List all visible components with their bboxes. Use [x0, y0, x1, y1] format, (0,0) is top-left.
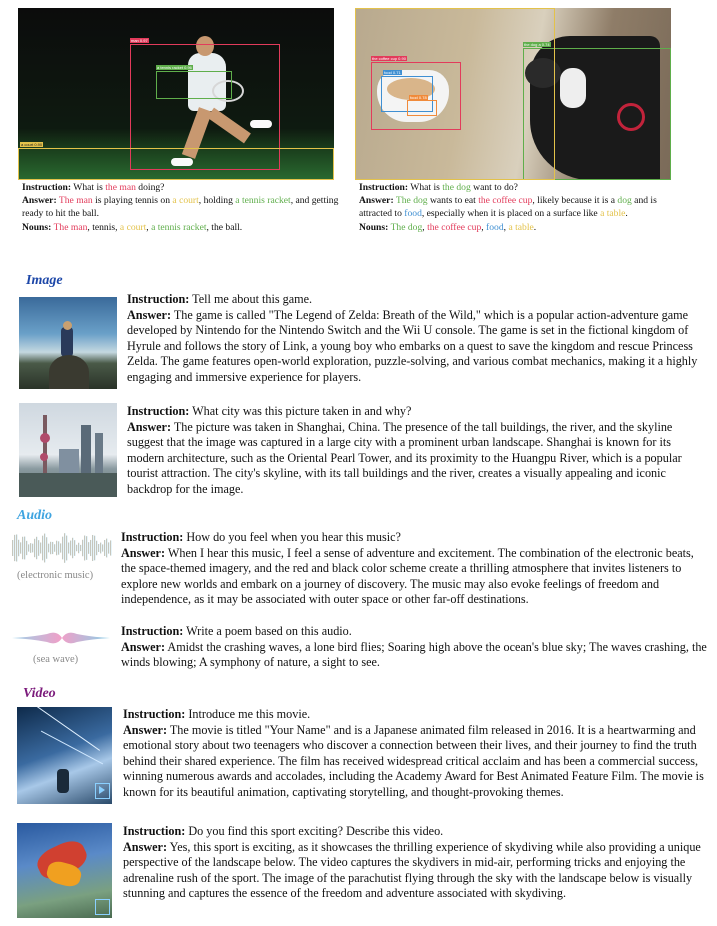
- waveform-bar: [44, 534, 45, 563]
- waveform-bar: [104, 540, 105, 556]
- waveform-bar: [72, 538, 73, 558]
- tennis-image: [18, 8, 334, 180]
- waveform-bar: [20, 542, 21, 553]
- shanghai-image: [19, 403, 117, 497]
- waveform-bar: [108, 542, 109, 553]
- waveform-bar: [92, 535, 93, 561]
- waveform-bar: [84, 536, 85, 561]
- item-sea-wave: Instruction: Write a poem based on this audio. Answer: Amidst the crashing waves, a lone bird flies; Soaring high above the ocean's blue sky; The waves crashing, the winds blowing; A symphony of nature, a sight to see.: [121, 624, 707, 670]
- audio-caption-electronic: (electronic music): [17, 570, 94, 581]
- waveform-bar: [66, 536, 67, 561]
- electronic-waveform-icon: [12, 528, 112, 568]
- detection-label-food: food 0.71: [384, 70, 401, 75]
- zelda-image: [19, 297, 117, 389]
- waveform-bar: [30, 543, 31, 553]
- dog-caption: Instruction: What is the dog want to do? Answer: The dog wants to eat the coffee cup, likely because it is a dog and is attracted to food, especially when it is placed on a surface like a table. Nouns: The dog, the coffee cup, food, a table.: [359, 182, 657, 233]
- item-skydiving: Instruction: Do you find this sport exciting? Describe this video. Answer: Yes, this sport is exciting, as it showcases the thrilling experience of skydiving while also providing a unique perspective of the landscape below. The video captures the skydivers in mid-air, performing tricks and enjoying the adrenaline rush of the sport. The image of the parachutist flying through the sky with the landscape below is visually stunning and captures the essence of the freedom and adventure associated with skydiving.: [123, 824, 701, 901]
- waveform-bar: [40, 543, 41, 554]
- waveform-bar: [100, 543, 101, 554]
- waveform-bar: [80, 545, 81, 551]
- waveform-bar: [90, 540, 91, 556]
- detection-label-man: man 0.97: [131, 38, 148, 43]
- waveform-bar: [94, 536, 95, 561]
- dog-image: [355, 8, 671, 180]
- detection-label-food-2: food 0.78: [410, 95, 427, 100]
- waveform-bar: [16, 534, 17, 561]
- waveform-bar: [28, 544, 29, 551]
- waveform-bar: [102, 544, 103, 551]
- waveform-bar: [46, 537, 47, 559]
- waveform-bar: [98, 544, 99, 552]
- waveform-bar: [12, 540, 13, 556]
- waveform-bar: [82, 540, 83, 556]
- detection-label-racket: a tennis racket 0.96: [157, 65, 192, 70]
- waveform-bar: [106, 539, 107, 558]
- waveform-bar: [56, 541, 57, 556]
- skydiving-video-thumbnail: [17, 823, 112, 918]
- waveform-bar: [68, 543, 69, 554]
- waveform-bar: [32, 544, 33, 553]
- waveform-bar: [76, 545, 77, 551]
- detection-label-cup: the coffee cup 0.90: [372, 56, 406, 61]
- detection-label-court: a court 0.90: [21, 142, 43, 147]
- your-name-video-thumbnail: [17, 707, 112, 804]
- waveform-bar: [60, 543, 61, 552]
- item-your-name: Instruction: Introduce me this movie. Answer: The movie is titled "Your Name" and is a Japanese animated film released in 2016. It is a heartwarming and emotional story about two teenagers who discover a connection between their lives, and their journey to find the truth behind their shared experience. The film has received widespread critical acclaim and has been a commercial success, winning numerous awards and accolades, including the Academy Award for Best Animated Feature Film. The movie is known for its beautiful animation, captivating storytelling, and thought-provoking themes.: [123, 707, 704, 799]
- detection-label-dog: the dog a 0.74: [524, 42, 550, 47]
- item-electronic-music: Instruction: How do you feel when you hear this music? Answer: When I hear this music, I feel a sense of adventure and excitement. The combination of the electronic beats, the space-themed imagery, and the red and black color scheme create a thrilling atmosphere that invites listeners to explore new worlds and embark on a journey of discovery. The music may also evoke feelings of freedom and independence, as it may be associated with outer space or other far-off destinations.: [121, 530, 694, 607]
- waveform-bar: [54, 544, 55, 552]
- section-title-image: Image: [26, 273, 63, 288]
- waveform-bar: [64, 533, 65, 563]
- section-title-audio: Audio: [17, 508, 53, 523]
- waveform-bar: [50, 542, 51, 554]
- waveform-bar: [52, 542, 53, 554]
- waveform-bar: [18, 540, 19, 556]
- waveform-bar: [78, 543, 79, 553]
- waveform-bar: [48, 544, 49, 553]
- sea-wave-waveform-icon: [12, 628, 110, 648]
- waveform-bar: [24, 537, 25, 560]
- audio-caption-sea-wave: (sea wave): [33, 654, 79, 665]
- waveform-bar: [88, 542, 89, 554]
- waveform-bar: [34, 539, 35, 557]
- waveform-bar: [74, 540, 75, 556]
- waveform-bar: [26, 541, 27, 555]
- waveform-bar: [86, 536, 87, 560]
- waveform-bar: [96, 541, 97, 555]
- waveform-bar: [36, 537, 37, 559]
- waveform-bar: [22, 537, 23, 559]
- section-title-video: Video: [23, 686, 56, 701]
- waveform-bar: [14, 535, 15, 561]
- waveform-bar: [42, 536, 43, 561]
- item-zelda: Instruction: Tell me about this game. Answer: The game is called "The Legend of Zelda: Breath of the Wild," which is a popular action-adventure game developed by Nintendo for the Nintendo Switch and the Wii U console. The game is set in the fictional kingdom of Hyrule and follows the story of Link, a young boy who embarks on a quest to save the kingdom and rescue Princess Zelda. The game features open-world exploration, puzzle-solving, and various combat mechanics, making it a highly engaging and immersive experience for players.: [127, 292, 698, 384]
- tennis-caption: Instruction: What is the man doing? Answer: The man is playing tennis on a court, holding a tennis racket, and getting ready to hit the ball. Nouns: The man, tennis, a court, a tennis racket, the ball.: [22, 182, 339, 233]
- item-shanghai: Instruction: What city was this picture taken in and why? Answer: The picture was taken in Shanghai, China. The presence of the tall buildings, the river, and the skyline suggest that the image was captured in a large city with a prominent urban landscape. Shanghai is known for its modern architecture, such as the Oriental Pearl Tower, and its proximity to the Huangpu River, which is a popular tourist attraction. The city's skyline, with its tall buildings and the river, creates a visually appealing and iconic backdrop for the image.: [127, 404, 682, 496]
- waveform-bar: [70, 541, 71, 556]
- waveform-bar: [38, 540, 39, 556]
- waveform-bar: [58, 541, 59, 554]
- waveform-bar: [110, 540, 111, 555]
- waveform-bar: [62, 537, 63, 560]
